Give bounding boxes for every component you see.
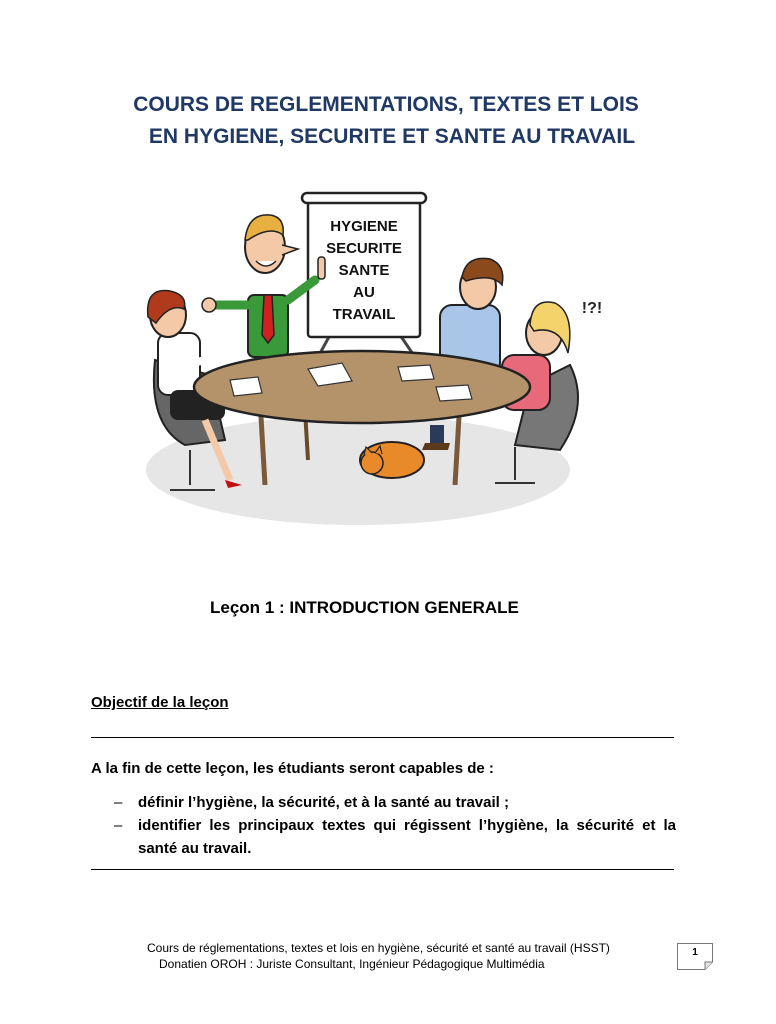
board-line-3: SANTE [338,262,390,279]
divider-bottom [91,869,674,870]
board-line-4: AU [353,284,375,301]
objective-intro: A la fin de cette leçon, les étudiants seront capables de : [91,760,494,777]
list-item [114,814,676,860]
list-item [114,791,676,814]
list-item-text: définir l’hygiène, la sécurité, et à la santé au travail ; [138,794,509,811]
board-line-2: SECURITE [326,240,402,257]
board-line-1: HYGIENE [330,218,398,235]
page-number: 1 [692,947,698,958]
list-item-text: identifier les principaux textes qui régissent l’hygiène, la sécurité et la santé au travail. [138,817,676,857]
exclamation-text: !?! [581,300,603,317]
footer-course-line: Cours de réglementations, textes et lois en hygiène, sécurité et santé au travail (HSST) [147,941,610,955]
objective-list [114,791,676,860]
dash-bullet: – [114,817,123,834]
footer-author-line: Donatien OROH : Juriste Consultant, Ingénieur Pédagogique Multimédia [159,957,545,971]
board-line-5: TRAVAIL [332,306,396,323]
presenter-figure [202,215,325,357]
document-title-line-2: EN HYGIENE, SECURITE ET SANTE AU TRAVAIL [148,125,636,148]
divider-top [91,737,674,738]
objective-heading: Objectif de la leçon [91,694,229,711]
meeting-illustration [130,185,603,530]
document-title-line-1: COURS DE REGLEMENTATIONS, TEXTES ET LOIS [133,93,639,116]
dash-bullet: – [114,794,123,811]
lesson-title: Leçon 1 : INTRODUCTION GENERALE [210,598,519,617]
page-number-box [677,943,713,970]
sleeping-cat [360,442,424,478]
